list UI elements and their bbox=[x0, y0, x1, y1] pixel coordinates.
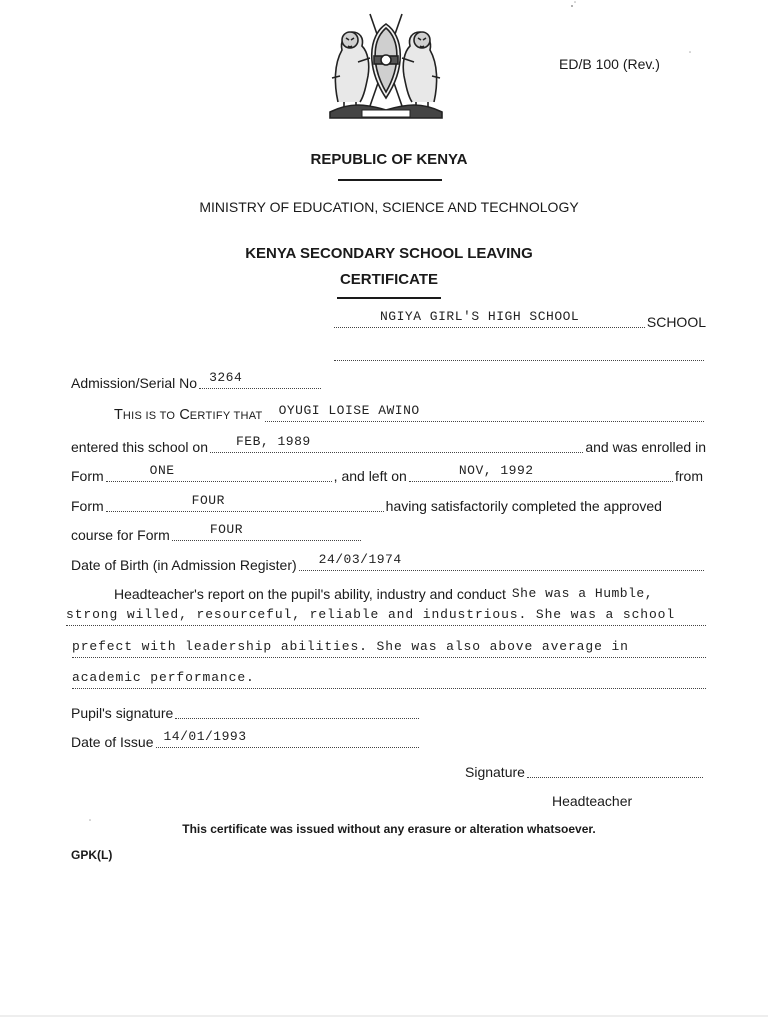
birth-label: Date of Birth (in Admission Register) bbox=[71, 557, 297, 573]
signature-label: Signature bbox=[465, 764, 525, 780]
form-entered-field bbox=[106, 463, 332, 482]
entered-date-field bbox=[210, 434, 583, 453]
form-left-field bbox=[106, 493, 384, 512]
printer-code: GPK(L) bbox=[71, 848, 113, 862]
issue-date-line bbox=[71, 729, 421, 751]
form2-label: Form bbox=[71, 498, 104, 514]
footer-note: This certificate was issued without any erasure or alteration whatsoever. bbox=[182, 822, 596, 836]
pupil-name-field bbox=[265, 403, 704, 422]
report-text-line3: prefect with leadership abilities. She was also above average in bbox=[72, 639, 706, 658]
report-line bbox=[114, 585, 724, 603]
entered-label: entered this school on bbox=[71, 439, 208, 455]
course-form-value: FOUR bbox=[209, 522, 244, 537]
school-blank-line bbox=[332, 346, 706, 364]
birth-date-field bbox=[299, 552, 704, 571]
approved-label: having satisfactorily completed the approved bbox=[385, 498, 662, 514]
entered-line bbox=[71, 434, 706, 456]
headteacher-signature-field bbox=[527, 763, 703, 778]
form-entered-value: ONE bbox=[149, 463, 175, 478]
report-text-line2: strong willed, resourceful, reliable and industrious. She was a school bbox=[66, 607, 706, 626]
pupil-name-value: OYUGI LOISE AWINO bbox=[278, 403, 420, 418]
pupil-signature-line bbox=[71, 704, 421, 722]
school-name-value: NGIYA GIRL'S HIGH SCHOOL bbox=[380, 309, 580, 324]
admission-label: Admission/Serial No bbox=[71, 375, 198, 391]
heading-underline bbox=[338, 179, 442, 181]
republic-heading: REPUBLIC OF KENYA bbox=[310, 151, 468, 168]
left-on-label: , and left on bbox=[333, 468, 407, 484]
headteacher-label: Headteacher bbox=[552, 793, 633, 809]
issue-date-value: 14/01/1993 bbox=[163, 729, 247, 744]
report-text-start: She was a Humble, bbox=[511, 586, 653, 601]
pupil-signature-field bbox=[175, 704, 419, 719]
title-underline bbox=[337, 297, 441, 299]
course-form-field bbox=[172, 522, 361, 541]
school-extra-field bbox=[334, 346, 704, 361]
form-left-value: FOUR bbox=[191, 493, 225, 508]
course-line bbox=[71, 522, 363, 544]
certificate-title-line2: CERTIFICATE bbox=[339, 271, 439, 288]
issue-date-field bbox=[156, 729, 420, 748]
admission-value: 3264 bbox=[209, 370, 243, 385]
certify-label: THIS IS TO CERTIFY THAT bbox=[114, 407, 263, 423]
pupil-signature-label: Pupil's signature bbox=[71, 705, 174, 721]
form-left-line bbox=[71, 463, 703, 485]
birth-line bbox=[71, 552, 706, 574]
course-label: course for Form bbox=[71, 527, 170, 543]
form-completed-line bbox=[71, 493, 706, 515]
certify-line bbox=[114, 403, 706, 425]
school-line bbox=[332, 309, 706, 331]
from-label: from bbox=[675, 468, 703, 484]
school-name-field bbox=[334, 309, 645, 328]
certificate-title: KENYA SECONDARY SCHOOL LEAVING bbox=[245, 245, 533, 262]
entered-date-value: FEB, 1989 bbox=[235, 434, 311, 449]
form-label: Form bbox=[71, 468, 104, 484]
left-date-field bbox=[409, 463, 673, 482]
admission-line bbox=[71, 370, 323, 392]
admission-field bbox=[199, 370, 321, 389]
headteacher-signature-line bbox=[465, 763, 705, 781]
form-code: ED/B 100 (Rev.) bbox=[559, 56, 660, 72]
kenya-coat-of-arms-icon bbox=[320, 6, 452, 122]
enrolled-label: and was enrolled in bbox=[585, 439, 706, 455]
report-text-line4: academic performance. bbox=[72, 670, 706, 689]
issue-date-label: Date of Issue bbox=[71, 734, 154, 750]
birth-date-value: 24/03/1974 bbox=[318, 552, 402, 567]
ministry-heading: MINISTRY OF EDUCATION, SCIENCE AND TECHNOLOGY bbox=[199, 199, 579, 215]
left-date-value: NOV, 1992 bbox=[458, 463, 534, 478]
school-suffix-label: SCHOOL bbox=[646, 314, 706, 330]
page-bottom-edge bbox=[0, 1015, 768, 1017]
report-label: Headteacher's report on the pupil's ability, industry and conduct bbox=[114, 586, 506, 602]
